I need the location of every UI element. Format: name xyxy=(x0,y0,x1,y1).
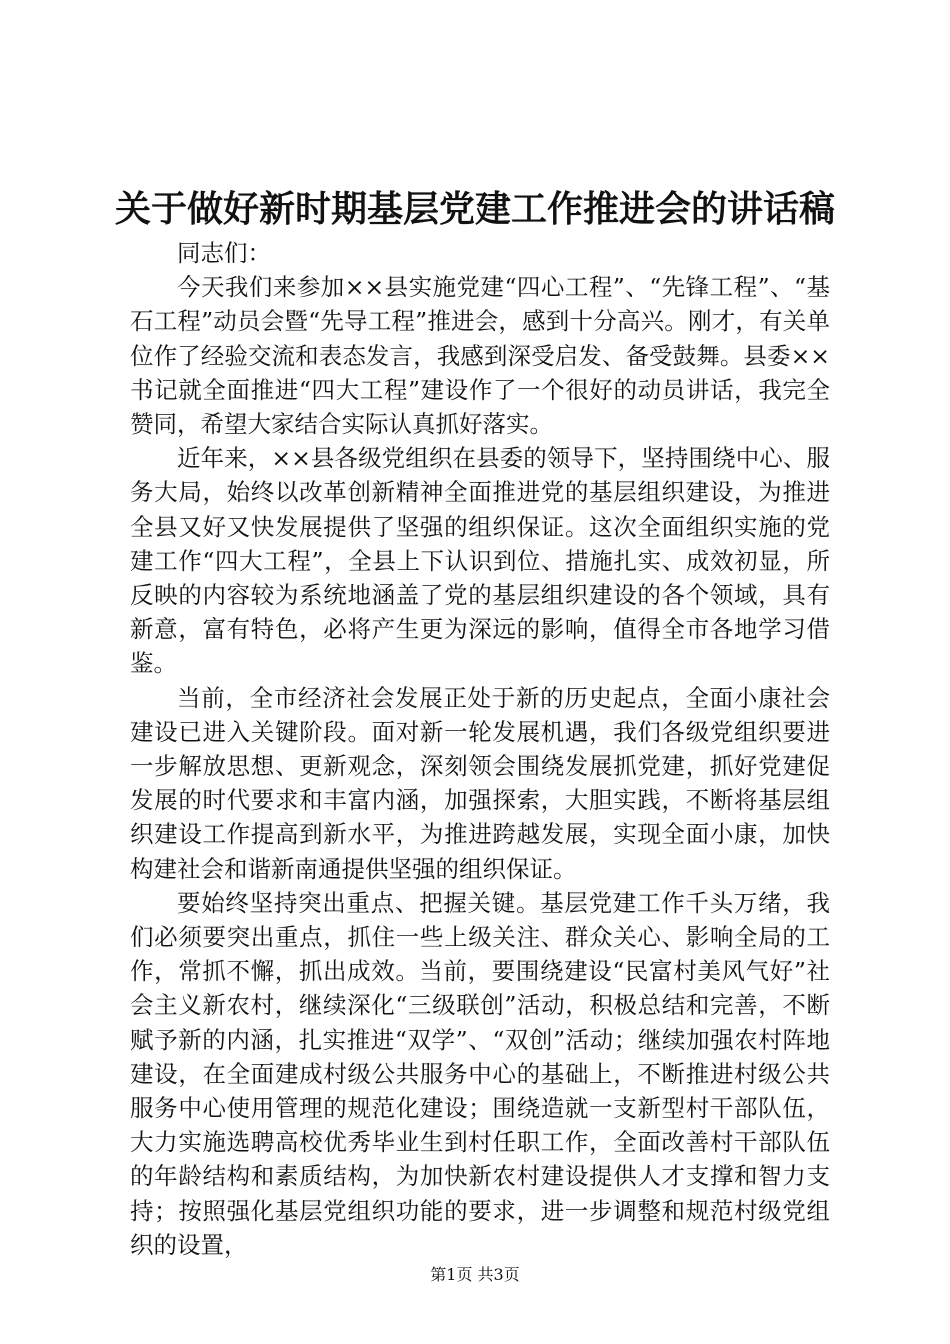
page-footer: 第1页 共3页 xyxy=(430,1265,520,1284)
paragraph: 要始终坚持突出重点、把握关键。基层党建工作千头万绪，我们必须要突出重点，抓住一些上级关注、群众关心、影响全局的工作，常抓不懈，抓出成效。当前，要围绕建设“民富村美风气好”社会主义新农村，继续深化“三级联创”活动，积极总结和完善，不断赋予新的内涵，扎实推进“双学”、“双创”活动；继续加强农村阵地建设，在全面建成村级公共服务中心的基础上，不断推进村级公共服务中心使用管理的规范化建设；围绕造就一支新型村干部队伍，大力实施选聘高校优秀毕业生到村任职工作，全面改善村干部队伍的年龄结构和素质结构，为加快新农村建设提供人才支撑和智力支持；按照强化基层党组织功能的要求，进一步调整和规范村级党组织的设置， xyxy=(130,888,830,1259)
document-title: 关于做好新时期基层党建工作推进会的讲话稿 xyxy=(114,188,835,230)
document-body xyxy=(130,236,830,1262)
paragraph: 今天我们来参加××县实施党建“四心工程”、“先锋工程”、“基石工程”动员会暨“先导工程”推进会，感到十分高兴。刚才，有关单位作了经验交流和表态发言，我感到深受启发、备受鼓舞。县委××书记就全面推进“四大工程”建设作了一个很好的动员讲话，我完全赞同，希望大家结合实际认真抓好落实。 xyxy=(130,273,830,439)
paragraph: 当前，全市经济社会发展正处于新的历史起点，全面小康社会建设已进入关键阶段。面对新一轮发展机遇，我们各级党组织要进一步解放思想、更新观念，深刻领会围绕发展抓党建，抓好党建促发展的时代要求和丰富内涵，加强探索，大胆实践，不断将基层组织建设工作提高到新水平，为推进跨越发展，实现全面小康，加快构建社会和谐新南通提供坚强的组织保证。 xyxy=(130,683,830,883)
salutation: 同志们： xyxy=(177,239,271,267)
paragraph: 近年来，××县各级党组织在县委的领导下，坚持围绕中心、服务大局，始终以改革创新精神全面推进党的基层组织建设，为推进全县又好又快发展提供了坚强的组织保证。这次全面组织实施的党建工作“四大工程”，全县上下认识到位、措施扎实、成效初显，所反映的内容较为系统地涵盖了党的基层组织建设的各个领域，具有新意，富有特色，必将产生更为深远的影响，值得全市各地学习借鉴。 xyxy=(130,444,830,678)
